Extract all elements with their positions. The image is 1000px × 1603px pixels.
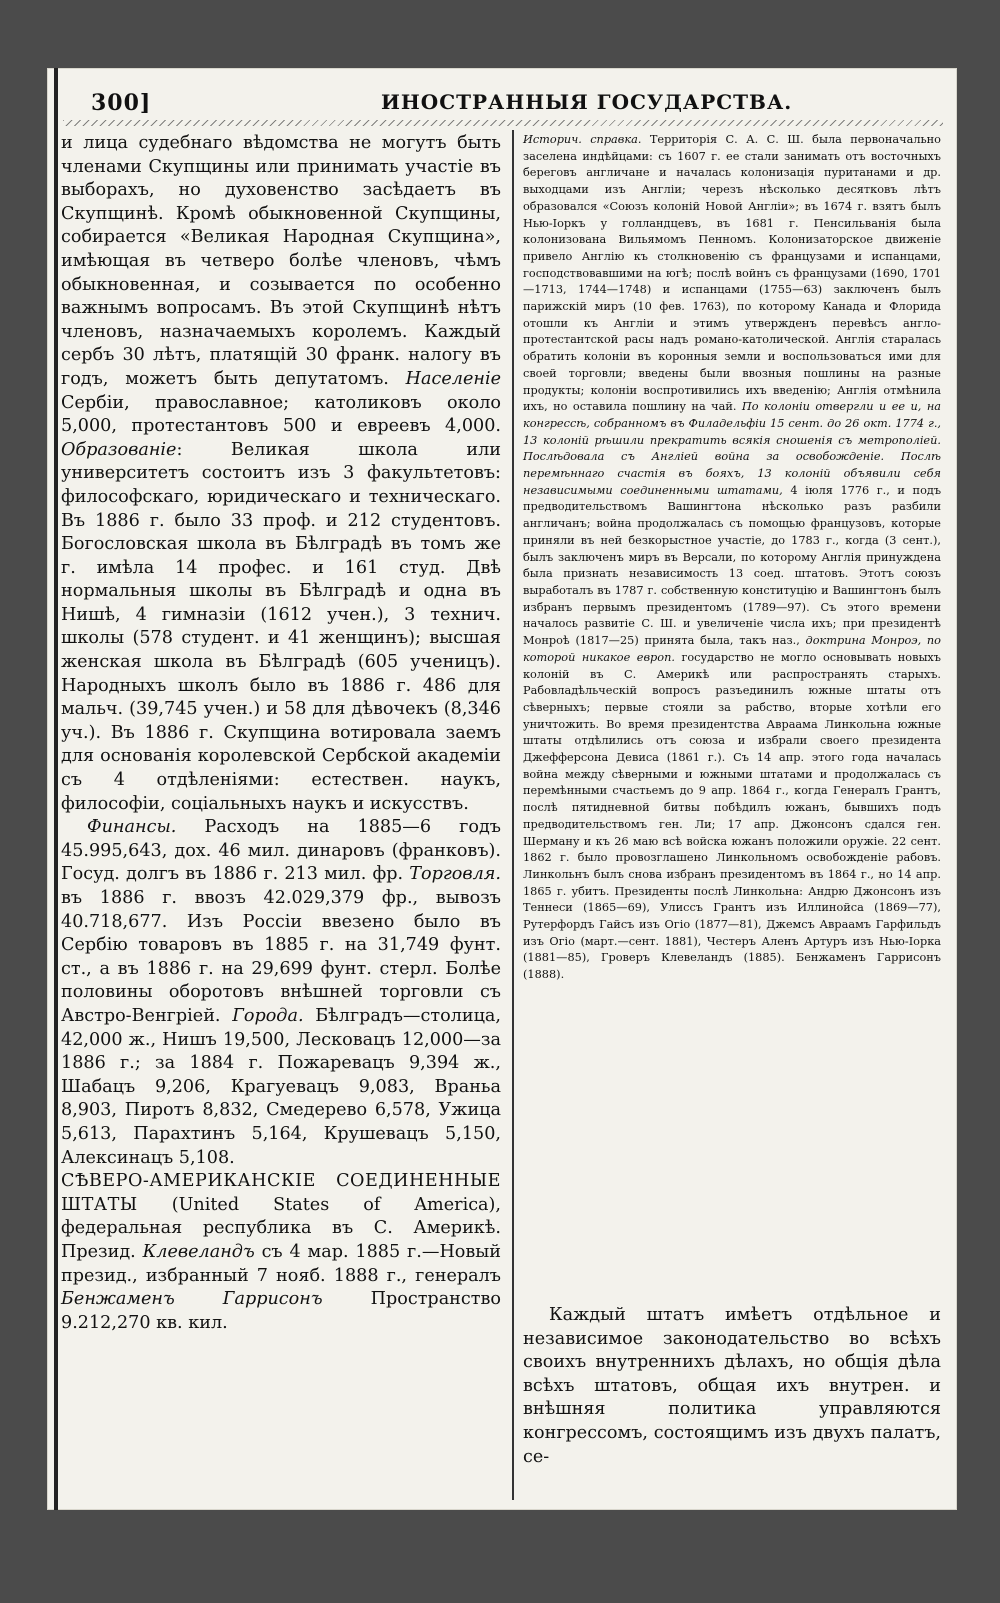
- serbia-text-3: : Великая школа или университетъ состоитъ изъ 3 факультетовъ: философскаго, юридическаго и техническаго. Въ 1886 г. было 33 проф. и 212 студентовъ. Богословская школа въ Бѣлградѣ въ томъ же г. имѣла 14 профес. и 161 студ. Двѣ нормальныя школы въ Бѣлградѣ и одна въ Нишѣ, 4 гимназіи (1612 учен.), 3 технич. школы (578 студент. и 41 женщинъ); высшая женская школа въ Бѣлградѣ (605 ученицъ). Народныхъ школъ было въ 1886 г. 486 для мальч. (39,745 учен.) и 58 для дѣвочекъ (8,346 уч.). Въ 1886 г. Скупщина вотировала заемъ для основанія королевской Сербской академіи съ 4 отдѣленіями: естествен. наукъ, философіи, соціальныхъ наукъ и искусствъ.: [61, 439, 501, 814]
- book-page: [47, 68, 957, 1510]
- page-edge-line: [54, 68, 58, 1510]
- header-rule: [63, 120, 943, 126]
- usa-text-3: Пространство 9.212,270 кв. кил.: [61, 1289, 501, 1333]
- finance-label: Финансы.: [87, 817, 177, 838]
- history-text-3: 4 іюля 1776 г., и подъ предводительствомъ Вашингтона нѣсколько разъ разбили англичанъ; война продолжалась съ помощью французовъ, которые приняли въ ней безкорыстное участіе, до 1783 г., когда (3 сент.), былъ заключенъ миръ въ Версали, по которому Англія принуждена была признать независимость 13 соед. штатовъ. Этотъ союзъ выработалъ въ 1787 г. собственную конституцію и Вашингтонъ былъ избранъ первымъ президентомъ (1789—97). Съ этого времени началось развитіе С. Ш. и увеличеніе числа ихъ; при президентѣ Монроѣ (1817—25) принята была, такъ наз.,: [523, 483, 942, 648]
- trade-text: въ 1886 г. ввозъ 42.029,379 фр., вывозъ 40.718,677. Изъ Россіи ввезено было въ Сербію товаровъ въ 1885 г. на 31,749 фунт. ст., а въ 1886 г. на 29,699 фунт. стерл. Болѣе половины оборотовъ внѣшней торговли съ Австро-Венгріей.: [61, 888, 501, 1026]
- usa-text-1: (United States of America), федеральная республика въ С. Америкѣ. Презид.: [61, 1194, 501, 1262]
- finance-text: Расходъ на 1885—6 годъ 45.995,643, дох. 46 мил. динаровъ (франковъ). Госуд. долгъ въ 1886 г. 213 мил. фр.: [61, 817, 502, 885]
- column-divider: [512, 130, 514, 1500]
- cities-text: Бѣлградъ—столица, 42,000 ж., Нишъ 19,500, Лесковацъ 12,000—за 1886 г.; за 1884 г. Пожаревацъ 9,394 ж., Шабацъ 9,206, Крагуевацъ 9,083, Враньа 8,903, Пиротъ 8,832, Смедерево 6,578, Ужица 5,613, Парахтинъ 5,164, Крушевацъ 5,150, Алексинацъ 5,108.: [61, 1005, 502, 1168]
- finance-paragraph: [61, 816, 501, 1170]
- history-text-4: государство не могло основывать новыхъ колоній въ С. Америкѣ или распространять старыхъ. Рабовладѣльческій вопросъ разъединилъ южные штаты отъ сѣверныхъ; первые стояли за рабство, вторые хотѣли его уничтожить. Во время президентства Авраама Линкольна южные штаты отдѣлились отъ союза и избрали своего президента Джефферсона Девиса (1861 г.). Съ 14 апр. этого года началась война между сѣверными и южными штатами и продолжалась съ перемѣнными счастьемъ до 9 апр. 1864 г., когда Генералъ Грантъ, послѣ пятидневной битвы побѣдилъ южанъ, бывшихъ подъ предводительствомъ ген. Ли; 17 апр. Джонсонъ сдался ген. Шерману и къ 26 маю всѣ войска южанъ положили оружіе. 22 сент. 1862 г. было провозглашено Линкольномъ освобожденіе рабовъ. Линкольнъ былъ снова избранъ президентомъ въ 1864 г., но 14 апр. 1865 г. убитъ. Президенты послѣ Линкольна: Андрю Джонсонъ изъ Теннеси (1865—69), Улиссъ Грантъ изъ Иллинойса (1869—77), Рутерфордъ Гайсъ изъ Огіо (1877—81), Джемсъ Авраамъ Гарфильдъ изъ Огіо (март.—сент. 1881), Честеръ Аленъ Артуръ изъ Нью-Іорка (1881—85), Гроверъ Клевеландъ (1885). Бенжаменъ Гаррисонъ (1888).: [523, 650, 941, 982]
- history-text-2: По колоніи отвергли и ее и, на конгрессѣ, собранномъ въ Филадельфіи 15 сент. до 26 окт. 1774 г., 13 колоній рѣшили прекратить всякія сношенія съ метрополіей. Послѣдовала съ Англіей война за освобожденіе. Послѣ перемѣннаго счастія въ бояхъ, 13 колоній объявили себя независимыми: [523, 400, 941, 497]
- united-states-phrase: соединенными штатами,: [620, 483, 783, 497]
- trade-label: Торговля.: [409, 864, 502, 885]
- serbia-text-1: и лица судебнаго вѣдомства не могутъ быть членами Скупщины или принимать участіе въ выборахъ, но духовенство засѣдаетъ въ Скупщинѣ. Кромѣ обыкновенной Скупщины, собирается «Великая Народная Скупщина», имѣющая въ четверо болѣе членовъ, чѣмъ обыкновенная, и созывается по особенно важнымъ вопросамъ. Въ этой Скупщинѣ нѣтъ членовъ, назначаемыхъ королемъ. Каждый сербъ 30 лѣтъ, платящій 30 франк. налогу въ годъ, можетъ быть депутатомъ.: [61, 133, 501, 389]
- left-column: [61, 132, 501, 1335]
- usa-heading: СѢВЕРО-АМЕРИКАНСКІЕ СОЕДИНЕННЫЕ ШТАТЫ: [61, 1171, 501, 1215]
- usa-text-2: съ 4 мар. 1885 г.—Новый презид., избранный 7 нояб. 1888 г., генералъ: [61, 1241, 502, 1286]
- usa-paragraph: [61, 1170, 501, 1335]
- history-paragraph: [523, 132, 941, 984]
- population-label: Населеніе: [405, 368, 501, 389]
- serbia-paragraph: [61, 132, 501, 816]
- closing-paragraph: Каждый штатъ имѣетъ отдѣльное и независимое законодательство во всѣхъ своихъ внутреннихъ дѣлахъ, но общія дѣла всѣхъ штатовъ, общая ихъ внутрен. и внѣшняя политика управляются конгрессомъ, состоящимъ изъ двухъ палатъ, се-: [523, 1305, 941, 1467]
- president-harrison: Бенжаменъ Гаррисонъ: [61, 1289, 323, 1310]
- education-label: Образованіе: [61, 439, 177, 460]
- history-text-1: Территорія С. А. С. Ш. была первоначально заселена индѣйцами: съ 1607 г. ее стали занимать отъ восточныхъ береговъ англичане и началась колонизація пуританами и др. выходцами изъ Англіи; черезъ нѣсколько десятковъ лѣтъ образовался «Союзъ колоній Новой Англіи»; въ 1674 г. взятъ былъ Нью-Іоркъ у голландцевъ, въ 1681 г. Пенсильванія была колонизована Вильямомъ Пенномъ. Колонизаторское движеніе привело Англію къ столкновенію съ французами и испанцами, господствовавшими на югѣ; послѣ войнъ съ французами (1690, 1701—1713, 1744—1748) и испанцами (1755—63) заключенъ былъ парижскій миръ (10 фев. 1763), по которому Канада и Флорида отошли къ Англіи и этимъ утвержденъ перевѣсъ англо-протестантской расы надъ романо-католической. Англія старалась обратить колоніи въ коронныя земли и воспользоваться ими для своей торговли; введены были ввозныя пошлины на разные продукты; колоніи воспротивились ихъ введенію; Англія отмѣнила ихъ, но оставила пошлину на чай.: [523, 133, 941, 414]
- history-label: Историч. справка.: [523, 133, 642, 146]
- serbia-text-2: Сербіи, православное; католиковъ около 5,000, протестантовъ 500 и евреевъ 4,000.: [61, 392, 501, 437]
- right-column-history: [523, 132, 941, 984]
- president-cleveland: Клевеландъ: [142, 1241, 255, 1262]
- monroe-doctrine: доктрина Монроэ, по которой никакое европ.: [523, 634, 941, 664]
- page-header: [91, 90, 937, 118]
- cities-label: Города.: [232, 1005, 304, 1026]
- running-title: ИНОСТРАННЫЯ ГОСУДАРСТВА.: [381, 90, 793, 114]
- right-column-closing: [523, 1304, 941, 1469]
- page-number: 300]: [91, 90, 152, 116]
